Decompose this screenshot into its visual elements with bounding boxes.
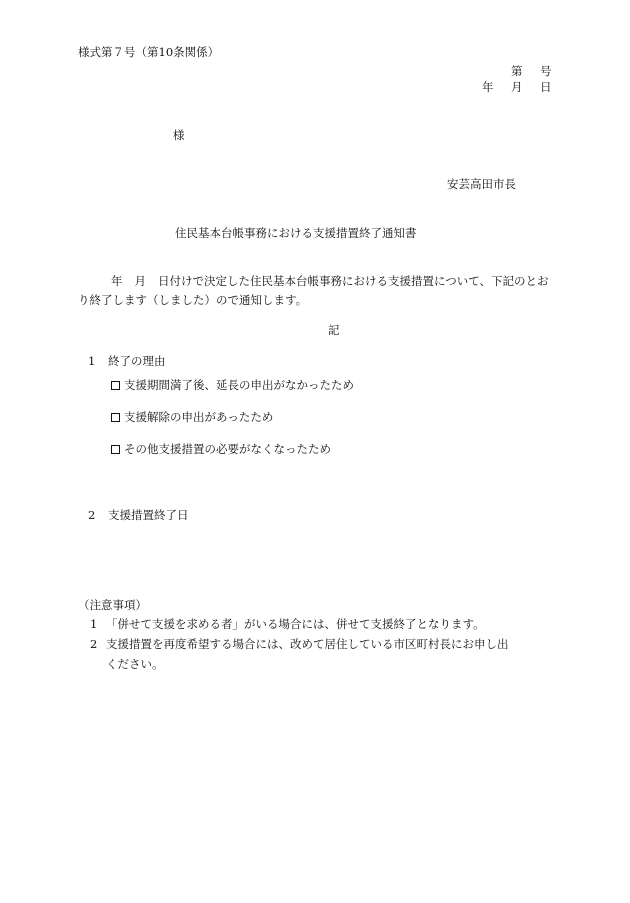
reason-option-1[interactable] — [111, 380, 354, 392]
body-month: 月 — [134, 274, 146, 288]
doc-number-go: 号 — [540, 64, 552, 78]
reason-option-label: その他支援措置の必要がなくなったため — [124, 442, 331, 456]
body-text: 日付けで決定した住民基本台帳事務における支援措置について、下記のとおり終了します（しました）ので通知します。 — [78, 274, 549, 307]
checkbox-icon[interactable] — [111, 445, 120, 454]
reason-option-label: 支援期間満了後、延長の申出がなかったため — [124, 378, 354, 392]
section1-number: 1 — [88, 354, 96, 368]
date-month: 月 — [511, 80, 523, 94]
note1-number: 1 — [90, 617, 98, 631]
ki-heading: 記 — [328, 323, 340, 337]
reason-option-2[interactable] — [111, 412, 273, 424]
note1-text: 「併せて支援を求める者」がいる場合には、併せて支援終了となります。 — [106, 617, 485, 631]
date-day: 日 — [540, 80, 552, 94]
note2-text-line1: 支援措置を再度希望する場合には、改めて居住している市区町村長にお申し出 — [106, 637, 509, 651]
form-number: 様式第７号（第10条関係） — [78, 45, 220, 59]
issuer-name: 安芸高田市長 — [447, 177, 516, 191]
note2-text-line2: ください。 — [106, 657, 164, 671]
checkbox-icon[interactable] — [111, 413, 120, 422]
addressee-suffix: 様 — [173, 128, 185, 142]
body-paragraph — [78, 272, 556, 310]
section1-heading: 終了の理由 — [108, 354, 166, 368]
note2-number: 2 — [90, 637, 98, 651]
section2-heading: 支援措置終了日 — [108, 508, 189, 522]
body-year: 年 — [111, 274, 123, 288]
reason-option-3[interactable] — [111, 444, 331, 456]
document-title: 住民基本台帳事務における支援措置終了通知書 — [175, 226, 417, 240]
notes-heading: （注意事項） — [78, 598, 147, 612]
checkbox-icon[interactable] — [111, 381, 120, 390]
doc-number-dai: 第 — [511, 64, 523, 78]
section2-number: 2 — [88, 508, 96, 522]
reason-option-label: 支援解除の申出があったため — [124, 410, 274, 424]
date-year: 年 — [482, 80, 494, 94]
